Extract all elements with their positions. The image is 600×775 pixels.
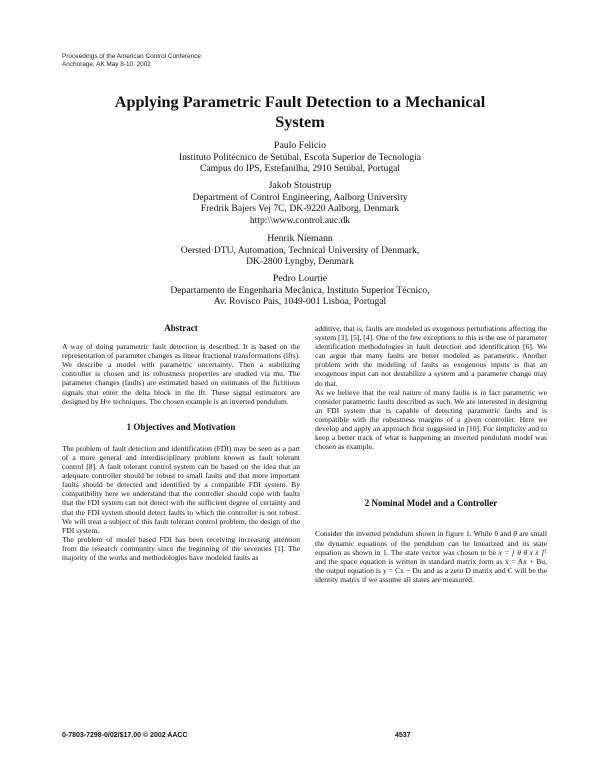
abstract-text: A way of doing parametric fault detection is described. It is based on the representation of parameter changes as linear fractional transformations (lfts). We describe a model with parametric uncertainty. Then a stabilizing controller is chosen and its robustness properties are studied via mu. The parameter changes (faults) are estimated based on estimates of the fictitious signals that enter the delta block in the lft. These signal estimators are designed by H∞ techniques. The chosen example is an inverted pendulum. [62,342,300,406]
isbn-footer: 0-7803-7298-0/02/$17.00 © 2002 AACC [62,732,188,739]
paper-title-line-1: Applying Parametric Fault Detection to a Mechanical [114,93,486,111]
author-block-lourtie [60,273,540,308]
paper-title-line-2: System [275,113,325,131]
proceedings-line-2: Anchorage, AK May 8-10, 2002 [62,61,151,68]
author-block-stoustrup [60,180,540,226]
section-1-paragraph: The problem of fault detection and identification (FDI) may be seen as a part of a more general and interdisciplinary problem known as fault tolerant control [8]. A fault tolerant control system can be based on the idea that an adequate controller should be robust to small faults and that more important faults should be detected and identified by a compatible FDI system. By compatibility here we understand that the controller should cope with faults that the FDI system can not detect with the sufficient degree of certainty and that the FDI system should detect faults to which the controller is not robust. We will treat a subject of this fault tolerant control problem, the design of the FDI system. [62,443,300,535]
author-name: Paulo Felício [274,140,326,151]
proceedings-header [62,53,201,69]
left-column [62,324,300,562]
author-block-felicio [60,140,540,175]
author-affiliation-line: Campus do IPS, Estefanilha, 2910 Setúbal, Portugal [199,163,401,174]
right-column-paragraph: additive, that is, faults are modeled as exogenous perturbations affecting the system [3], [5], [4]. One of the few exceptions to this is the use of parameter identification methodologies in fault detection and identification [6]. We can argue that many faults are better modeled as parametric. Another problem with the modeling of faults as exogenous inputs is that an exogenous input can not destabilize a system and a parameter change may do that. [315,324,547,388]
author-block-niemann [60,233,540,268]
author-affiliation-line: Departamento de Engenharia Mecânica, Instituto Superior Técnico, [170,284,430,296]
abstract-heading: Abstract [164,323,198,333]
section-1-heading: 1 Objectives and Motivation [126,421,236,432]
author-affiliation-line: DK-2800 Lyngby, Denmark [246,256,354,267]
section-1-paragraph: The problem of model based FDI has been receiving increasing attention from the research community since the beginning of the seventies [1]. The majority of the works and methodologies have modeled faults as [62,534,300,562]
section-2-text: Consider the inverted pendulum shown in figure 1. While θ and θ̇ are small the dynamic equations of the pendulum can be linearized and its state equation as shown in 1. The state vector was chosen to be [315,529,547,557]
right-column [315,324,547,584]
section-2-paragraph [315,529,547,584]
page-number: 4537 [395,732,411,739]
section-2-text: and the space equation is written in standard matrix form as ẋ = Ax + Bu, the output equation is y = Cx − Du and as a zero D matrix and C will be the identity matrix if we assume all states are measured. [315,556,547,584]
state-vector-equation: x = [ θ θ̇ x ẋ ]ᵀ [498,547,547,557]
author-name: Pedro Lourtie [272,273,328,284]
section-2-heading: 2 Nominal Model and a Controller [364,498,498,509]
author-name: Jakob Stoustrup [268,180,332,191]
proceedings-line-1: Proceedings of the American Control Conference [62,53,201,60]
right-column-paragraph: As we believe that the real nature of many faults is in fact parametric we consider parametric faults described as such. We are interested in designing an FDI system that is capable of detecting parametric faults and is compatible with the robustness margins of a given controller. Here we develop and apply an approach first suggested in [10]. For simplicity and to keep a better track of what is happening an inverted pendulum model was chosen as example. [315,387,547,452]
author-name: Henrik Niemann [267,233,333,244]
author-affiliation-line: http:\\www.control.auc.dk [249,214,351,226]
author-affiliation-line: Av. Rovisco Pais, 1049-001 Lisboa, Portugal [213,296,387,307]
author-affiliation-line: Fredrik Bajers Vej 7C, DK-9220 Aalborg, Denmark [200,203,400,214]
author-affiliation-line: Oersted·DTU, Automation, Technical University of Denmark, [180,244,420,256]
author-affiliation-line: Instituto Politécnico de Setúbal, Escola Superior de Tecnologia [178,151,422,163]
paper-title [60,92,540,132]
author-affiliation-line: Department of Control Engineering, Aalborg University [192,191,408,203]
